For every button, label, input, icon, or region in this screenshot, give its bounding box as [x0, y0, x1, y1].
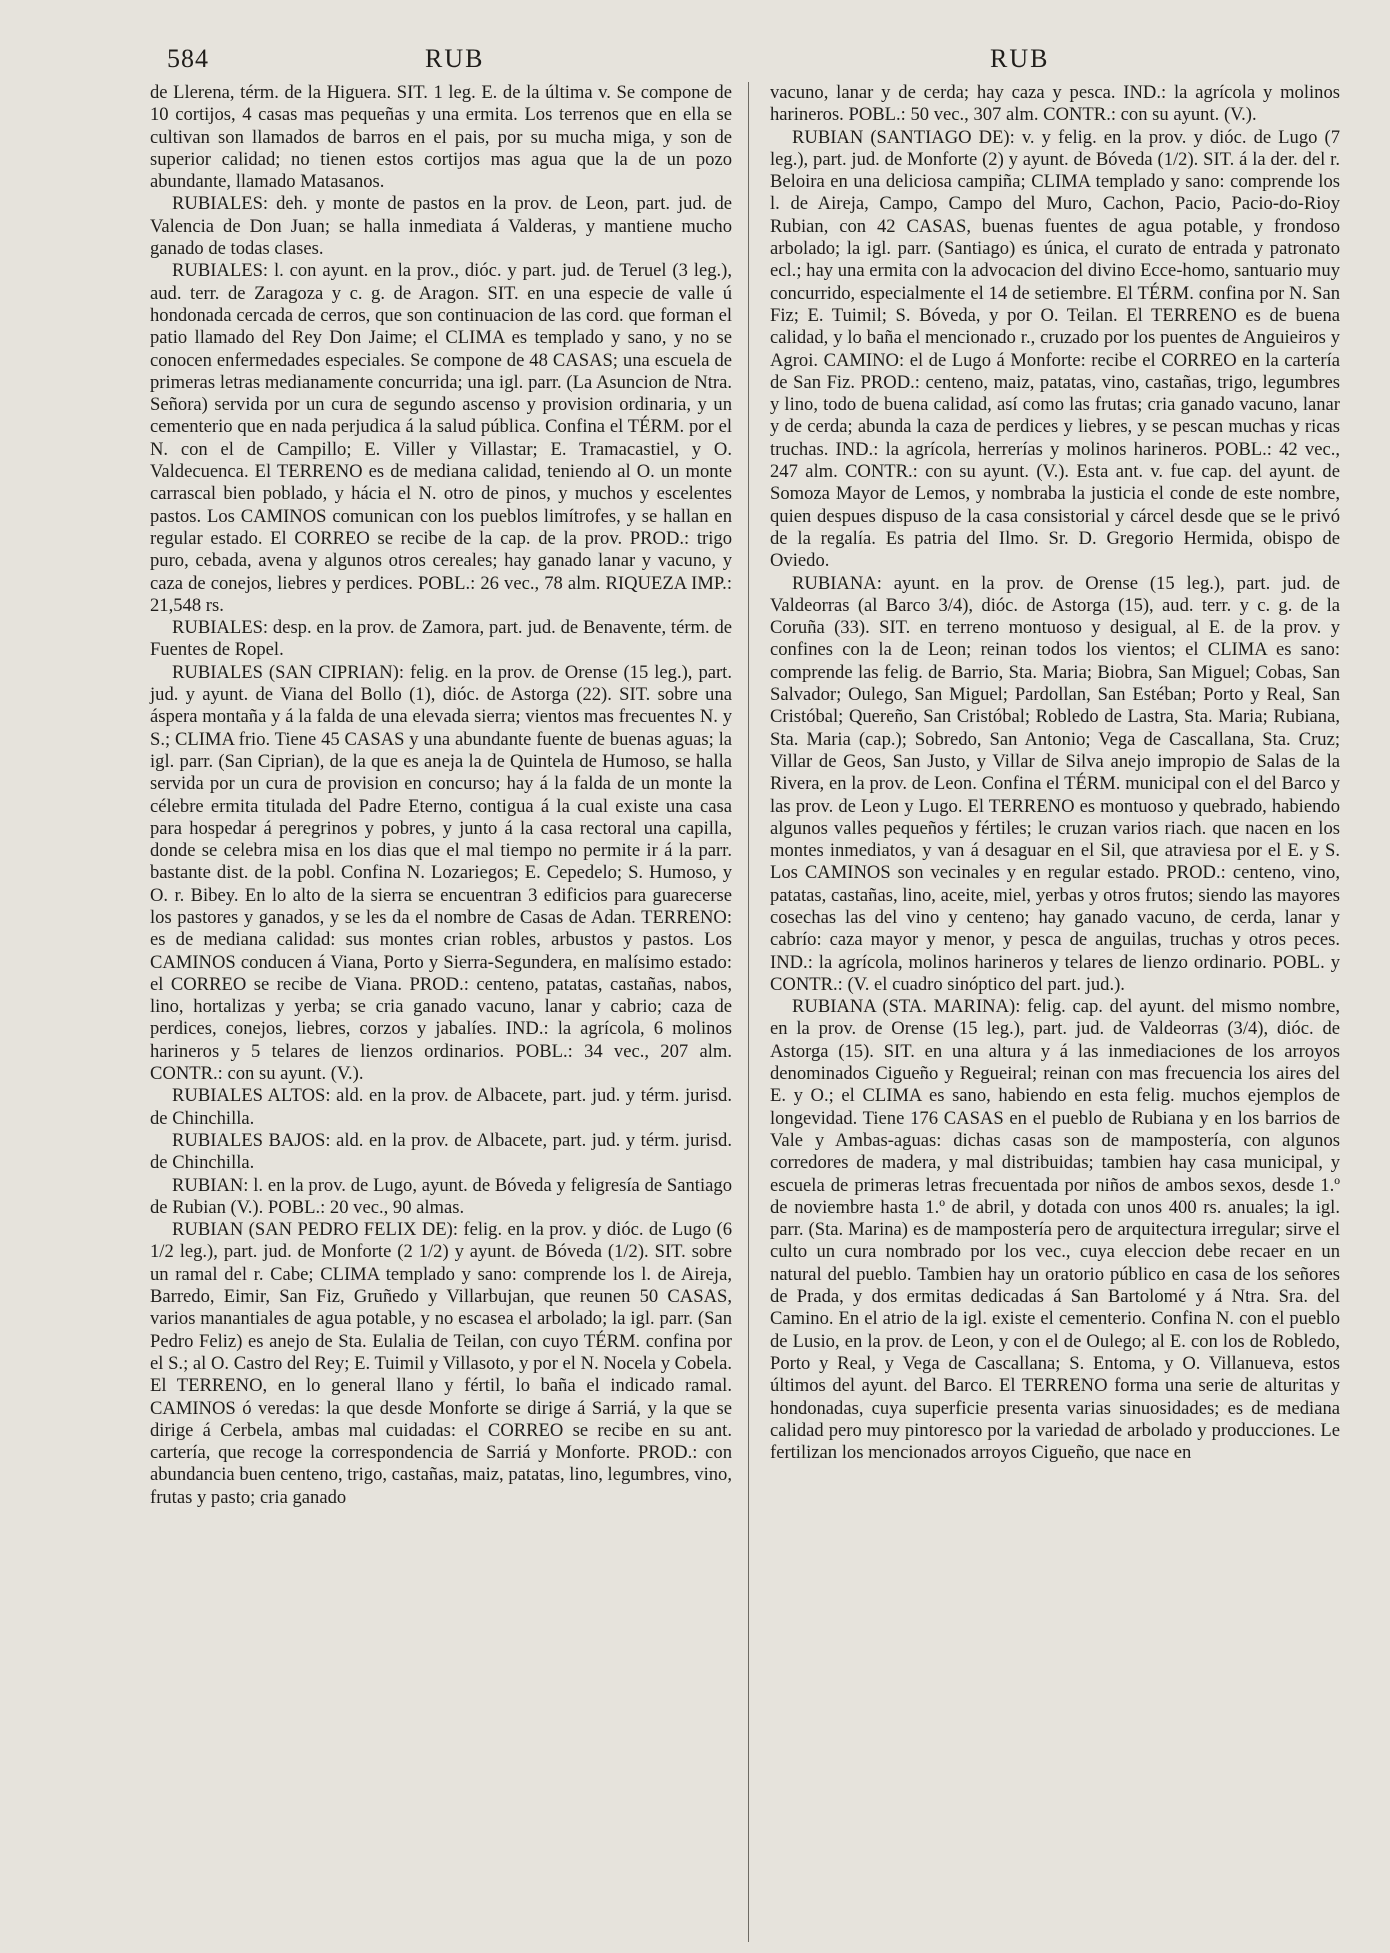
- entry-text: RUBIANA: ayunt. en la prov. de Orense (15 leg.), part. jud. de Valdeorras (al Barco 3/4), dióc. de Astorga (15), aud. terr. y c. g. de la Coruña (33). SIT. en terreno montuoso y desigual, al E. de la prov. y confines con la de Leon; reinan todos los vientos; el CLIMA es sano: comprende las felig. de Barrio, Sta. Maria; Biobra, San Miguel; Cobas, San Salvador; Oulego, San Miguel; Pardollan, San Estéban; Porto y Real, San Cristóbal; Quereño, San Cristóbal; Robledo de Lastra, Sta. Maria; Rubiana, Sta. Maria (cap.); Sobredo, San Antonio; Vega de Cascallana, Sta. Cruz; Villar de Geos, San Justo, y Villar de Silva anejo impropio de Salas de la Rivera, en la prov. de Leon. Confina el TÉRM. municipal con el del Barco y las prov. de Leon y Lugo. El TERRENO es montuoso y quebrado, habiendo algunos valles pequeños y fértiles; le cruzan varios riach. que nacen en los montes inmediatos, y van á desaguar en el Sil, que atraviesa por el E. y S. Los CAMINOS son vecinales y en regular estado. PROD.: centeno, vino, patatas, castañas, lino, aceite, miel, yerbas y otros frutos; siendo las mayores cosechas las del vino y centeno; hay ganado vacuno, de cerda, lanar y cabrío: caza mayor y menor, y pesca de anguilas, truchas y otros peces. IND.: la agrícola, molinos harineros y telares de lienzo ordinario. POBL. y CONTR.: (V. el cuadro sinóptico del part. jud.).: [770, 572, 1340, 995]
- entry-continuation: [770, 82, 1340, 127]
- entry-text: RUBIALES BAJOS: ald. en la prov. de Albacete, part. jud. y térm. jurisd. de Chinchilla.: [150, 1129, 732, 1174]
- column-divider: [748, 82, 749, 1942]
- entry-text: RUBIALES: l. con ayunt. en la prov., dióc. y part. jud. de Teruel (3 leg.), aud. terr. de Zaragoza y c. g. de Aragon. SIT. en una especie de valle ú hondonada cercada de cerros, que son continuacion de las cord. que forman el patio llamado del Rey Don Jaime; el CLIMA es templado y sano, y no se conocen enfermedades especiales. Se compone de 48 CASAS; una escuela de primeras letras medianamente concurrida; una igl. parr. (La Asuncion de Ntra. Señora) servida por un cura de segundo ascenso y provision ordinaria, y un cementerio que en nada perjudica á la salud pública. Confina el TÉRM. por el N. con el de Campillo; E. Viller y Villastar; E. Tramacastiel, y O. Valdecuenca. El TERRENO es de mediana calidad, teniendo al O. un monte carrascal bien poblado, y hácia el N. otro de pinos, y muchos y escelentes pastos. Los CAMINOS comunican con los pueblos limítrofes, y se hallan en regular estado. El CORREO se recibe de la cap. de la prov. PROD.: trigo puro, cebada, avena y algunos otros cereales; hay ganado lanar y vacuno, y caza de conejos, liebres y perdices. POBL.: 26 vec., 78 alm. RIQUEZA IMP.: 21,548 rs.: [150, 260, 732, 616]
- left-column: [150, 82, 732, 1509]
- entry-text: RUBIAN: l. en la prov. de Lugo, ayunt. de Bóveda y feligresía de Santiago de Rubian (V.). POBL.: 20 vec., 90 almas.: [150, 1174, 732, 1218]
- entry-rubiana-ayuntamiento: [770, 573, 1340, 997]
- entry-rubiales-dehesa: [150, 193, 732, 260]
- entry-rubian-lugar: [150, 1175, 732, 1220]
- entry-text: RUBIALES: deh. y monte de pastos en la prov. de Leon, part. jud. de Valencia de Don Juan; se halla inmediata á Valderas, y mantiene mucho ganado de todas clases.: [150, 193, 732, 260]
- entry-text: RUBIAN (SANTIAGO DE): v. y felig. en la prov. y dióc. de Lugo (7 leg.), part. jud. de Monforte (2) y ayunt. de Bóveda (1/2). SIT. á la der. del r. Beloira en una deliciosa campiña; CLIMA templado y sano: comprende los l. de Aireja, Campo, Campo del Muro, Cachon, Pacio, Pacio-do-Rioy Rubian, con 42 CASAS, buenas fuentes de agua potable, y frondoso arbolado; la igl. parr. (Santiago) es única, el curato de entrada y patronato ecl.; hay una ermita con la advocacion del divino Ecce-homo, santuario muy concurrido, especialmente el 14 de setiembre. El TÉRM. confina por N. San Fiz; E. Tuimil; S. Bóveda, y por O. Teilan. El TERRENO es de buena calidad, y lo baña el mencionado r., cruzado por los puentes de Anguieiros y Agroi. CAMINO: el de Lugo á Monforte: recibe el CORREO en la cartería de San Fiz. PROD.: centeno, maiz, patatas, vino, castañas, trigo, legumbres y lino, todo de buena calidad, así como las frutas; cria ganado vacuno, lanar y de cerda; abunda la caza de perdices y liebres, y se pescan muchas y ricas truchas. IND.: la agrícola, herrerías y molinos harineros. POBL.: 42 vec., 247 alm. CONTR.: con su ayunt. (V.). Esta ant. v. fue cap. del ayunt. de Somoza Mayor de Lemos, y nombraba la justicia el conde de este nombre, quien despues dispuso de la casa consistorial y cárcel desde que se le privó de la regalía. Es patria del Ilmo. Sr. D. Gregorio Hermida, obispo de Oviedo.: [770, 126, 1340, 572]
- entry-text: RUBIALES ALTOS: ald. en la prov. de Albacete, part. jud. y térm. jurisd. de Chinchilla.: [150, 1085, 732, 1129]
- entry-rubiales-altos: [150, 1085, 732, 1130]
- entry-text: RUBIALES (SAN CIPRIAN): felig. en la prov. de Orense (15 leg.), part. jud. y ayunt. de Viana del Bollo (1), dióc. de Astorga (22). SIT. sobre una áspera montaña y á la falda de una elevada sierra; vientos mas frecuentes N. y S.; CLIMA frio. Tiene 45 CASAS y una abundante fuente de buenas aguas; la igl. parr. (San Ciprian), de la que es aneja la de Quintela de Humoso, se halla servida por un cura de provision en concurso; hay á la falda de un monte la célebre ermita titulada del Padre Eterno, contigua á la cual existe una casa para hospedar á peregrinos y pobres, y junto á la casa rectoral una capilla, donde se celebra misa en los dias que el mal tiempo no permite ir á la parr. bastante dist. de la pobl. Confina N. Lozariegos; E. Cepedelo; S. Humoso, y O. r. Bibey. En lo alto de la sierra se encuentran 3 edificios para guarecerse los pastores y ganados, y se les da el nombre de Casas de Adan. TERRENO: es de mediana calidad: sus montes crian robles, arbustos y pastos. Los CAMINOS conducen á Viana, Porto y Sierra-Segundera, en malísimo estado: el CORREO se recibe de Viana. PROD.: centeno, patatas, castañas, nabos, lino, hortalizas y yerba; se cria ganado vacuno, lanar y cabrio; caza de perdices, conejos, liebres, corzos y jabalíes. IND.: la agrícola, 6 molinos harineros y 5 telares de lienzos ordinarios. POBL.: 34 vec., 207 alm. CONTR.: con su ayunt. (V.).: [150, 661, 732, 1085]
- entry-text: RUBIALES: desp. en la prov. de Zamora, part. jud. de Benavente, térm. de Fuentes de Ropel.: [150, 617, 732, 661]
- entry-rubiales-san-ciprian: [150, 662, 732, 1086]
- entry-continuation: [150, 82, 732, 193]
- entry-text: de Llerena, térm. de la Higuera. SIT. 1 leg. E. de la última v. Se compone de 10 cortijos, 4 casas mas pequeñas y una ermita. Los terrenos que en ella se cultivan son llamados de barros en el pais, por su mucha miga, y son de superior calidad; no tienen estos cortijos mas agua que la de un pozo abundante, llamado Matasanos.: [150, 82, 732, 193]
- entry-rubiana-sta-marina: [770, 996, 1340, 1464]
- entry-rubiales-bajos: [150, 1130, 732, 1175]
- page-number: 584: [167, 44, 209, 73]
- entry-text: vacuno, lanar y de cerda; hay caza y pesca. IND.: la agrícola y molinos harineros. POBL.: 50 vec., 307 alm. CONTR.: con su ayunt. (V.).: [770, 82, 1340, 126]
- right-column: [770, 82, 1340, 1464]
- entry-rubiales-teruel: [150, 260, 732, 617]
- entry-rubiales-zamora: [150, 617, 732, 662]
- entry-rubian-santiago: [770, 127, 1340, 573]
- running-head-right: RUB: [990, 44, 1050, 73]
- page-header: [155, 40, 1330, 80]
- entry-text: RUBIANA (STA. MARINA): felig. cap. del ayunt. del mismo nombre, en la prov. de Orense (15 leg.), part. jud. de Valdeorras (3/4), dióc. de Astorga (15). SIT. en una altura y á las inmediaciones de los arroyos denominados Cigueño y Regueiral; reinan con mas frecuencia los aires del E. y O.; el CLIMA es sano, habiendo en esta felig. muchos ejemplos de longevidad. Tiene 176 CASAS en el pueblo de Rubiana y en los barrios de Vale y Ambas-aguas: dichas casas son de mampostería, con algunos corredores de madera, y mal distribuidas; tambien hay casa municipal, y escuela de primeras letras frecuentada por niños de ambos sexos, desde 1.º de noviembre hasta 1.º de abril, y dotada con unos 400 rs. anuales; la igl. parr. (Sta. Marina) es de mampostería pero de arquitectura irregular; sirve el culto un cura nombrado por los vec., cuya eleccion debe recaer en un natural del pueblo. Tambien hay un oratorio público en casa de los señores de Prada, y dos ermitas dedicadas á San Bartolomé y á Ntra. Sra. del Camino. En el atrio de la igl. existe el cementerio. Confina N. con el pueblo de Lusio, en la prov. de Leon, y con el de Oulego; al E. con los de Robledo, Porto y Real, y Vega de Cascallana; S. Entoma, y O. Villanueva, estos últimos del ayunt. del Barco. El TERRENO forma una serie de alturitas y hondonadas, cuya superficie presenta varias sinuosidades; es de mediana calidad pero muy pintoresco por la variedad de arbolado y producciones. Le fertilizan los mencionados arroyos Cigueño, que nace en: [770, 996, 1340, 1464]
- entry-rubian-san-pedro-felix: [150, 1219, 732, 1509]
- running-head-left: RUB: [425, 44, 485, 73]
- entry-text: RUBIAN (SAN PEDRO FELIX DE): felig. en la prov. y dióc. de Lugo (6 1/2 leg.), part. jud. de Monforte (2 1/2) y ayunt. de Bóveda (1/2). SIT. sobre un ramal del r. Cabe; CLIMA templado y sano: comprende los l. de Aireja, Barredo, Eimir, San Fiz, Gruñedo y Villarbujan, que reunen 50 CASAS, varios manantiales de agua potable, y no escasea el arbolado; la igl. parr. (San Pedro Feliz) es anejo de Sta. Eulalia de Teilan, con cuyo TÉRM. confina por el S.; al O. Castro del Rey; E. Tuimil y Villasoto, y por el N. Nocela y Cobela. El TERRENO, en lo general llano y fértil, lo baña el indicado ramal. CAMINOS ó veredas: la que desde Monforte se dirige á Sarriá, y la que se dirige á Cerbela, ambas mal cuidadas: el CORREO se recibe en su ant. cartería, que recoge la correspondencia de Sarriá y Monforte. PROD.: con abundancia buen centeno, trigo, castañas, maiz, patatas, lino, legumbres, vino, frutas y pasto; cria ganado: [150, 1219, 732, 1508]
